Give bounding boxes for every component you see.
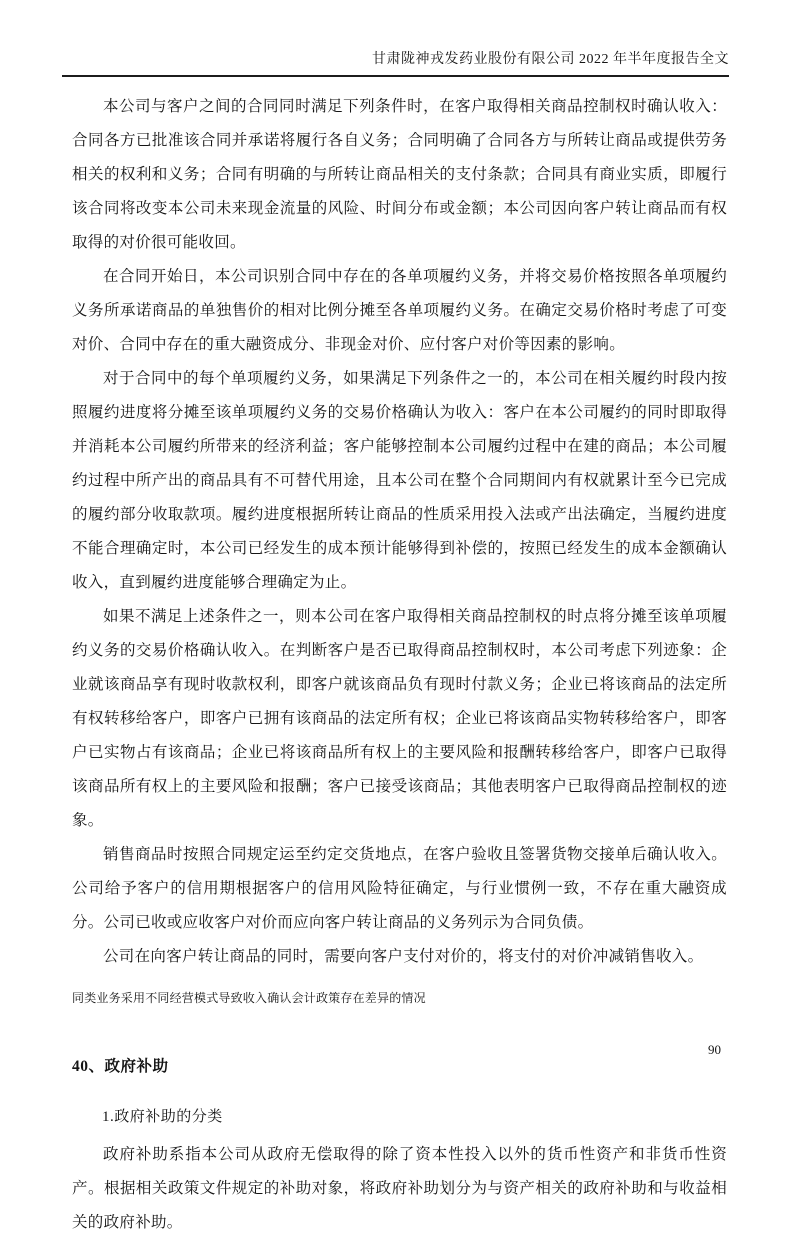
body-paragraph: 本公司与客户之间的合同同时满足下列条件时，在客户取得相关商品控制权时确认收入：合同各方已批准该合同并承诺将履行各自义务；合同明确了合同各方与所转让商品或提供劳务相关的权利和义务；合同有明确的与所转让商品相关的支付条款；合同具有商业实质，即履行该合同将改变本公司未来现金流量的风险、时间分布或金额；本公司因向客户转让商品而有权取得的对价很可能收回。: [72, 98, 727, 251]
section-paragraph: 政府补助系指本公司从政府无偿取得的除了资本性投入以外的货币性资产和非货币性资产。根据相关政策文件规定的补助对象，将政府补助划分为与资产相关的政府补助和与收益相关的政府补助。: [72, 1146, 727, 1231]
page-content: [72, 90, 727, 1240]
page-header: [62, 48, 729, 77]
body-paragraph: 销售商品时按照合同规定运至约定交货地点，在客户验收且签署货物交接单后确认收入。公司给予客户的信用期根据客户的信用风险特征确定，与行业惯例一致，不存在重大融资成分。公司已收或应收客户对价而应向客户转让商品的义务列示为合同负债。: [72, 846, 727, 931]
body-paragraph: 在合同开始日，本公司识别合同中存在的各单项履约义务，并将交易价格按照各单项履约义务所承诺商品的单独售价的相对比例分摊至各单项履约义务。在确定交易价格时考虑了可变对价、合同中存在的重大融资成分、非现金对价、应付客户对价等因素的影响。: [72, 268, 727, 353]
report-title: 甘肃陇神戎发药业股份有限公司 2022 年半年度报告全文: [372, 52, 729, 67]
body-paragraph: 公司在向客户转让商品的同时，需要向客户支付对价的，将支付的对价冲减销售收入。: [103, 948, 704, 965]
page-number: 90: [708, 1042, 721, 1057]
body-paragraph: 如果不满足上述条件之一，则本公司在客户取得相关商品控制权的时点将分摊至该单项履约义务的交易价格确认收入。在判断客户是否已取得商品控制权时，本公司考虑下列迹象：企业就该商品享有现时收款权利，即客户就该商品负有现时付款义务；企业已将该商品的法定所有权转移给客户，即客户已拥有该商品的法定所有权；企业已将该商品实物转移给客户，即客户已实物占有该商品；企业已将该商品所有权上的主要风险和报酬转移给客户，即客户已取得该商品所有权上的主要风险和报酬；客户已接受该商品；其他表明客户已取得商品控制权的迹象。: [72, 608, 727, 829]
section-heading: 40、政府补助: [72, 1058, 169, 1075]
note-line: 同类业务采用不同经营模式导致收入确认会计政策存在差异的情况: [72, 991, 426, 1005]
subsection-heading: 1.政府补助的分类: [102, 1109, 223, 1125]
body-paragraph: 对于合同中的每个单项履约义务，如果满足下列条件之一的，本公司在相关履约时段内按照履约进度将分摊至该单项履约义务的交易价格确认为收入：客户在本公司履约的同时即取得并消耗本公司履约所带来的经济利益；客户能够控制本公司履约过程中在建的商品；本公司履约过程中所产出的商品具有不可替代用途，且本公司在整个合同期间内有权就累计至今已完成的履约部分收取款项。履约进度根据所转让商品的性质采用投入法或产出法确定，当履约进度不能合理确定时，本公司已经发生的成本预计能够得到补偿的，按照已经发生的成本金额确认收入，直到履约进度能够合理确定为止。: [72, 370, 727, 591]
